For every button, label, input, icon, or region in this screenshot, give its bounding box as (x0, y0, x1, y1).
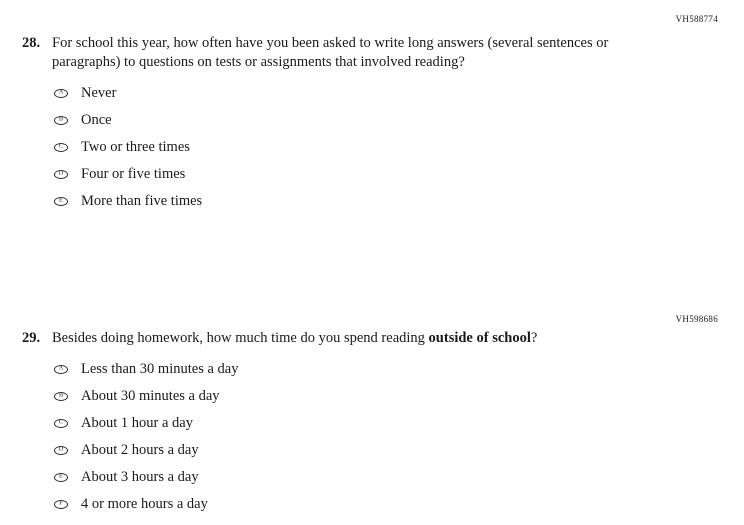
answer-bubble[interactable] (54, 197, 68, 206)
answer-bubble[interactable] (54, 116, 68, 125)
answer-option[interactable] (54, 165, 630, 183)
answer-bubble[interactable] (54, 89, 68, 98)
answer-bubble[interactable] (54, 170, 68, 179)
option-label: Four or five times (81, 166, 186, 182)
answer-bubble[interactable] (54, 446, 68, 455)
question-29 (22, 329, 537, 522)
option-label: About 30 minutes a day (81, 388, 220, 404)
question-text-prefix: Besides doing homework, how much time do you spend reading (52, 330, 429, 346)
question-text (52, 329, 537, 348)
answer-options (54, 360, 537, 513)
question-number: 29. (22, 330, 41, 346)
option-label: More than five times (81, 193, 203, 209)
answer-bubble[interactable] (54, 365, 68, 374)
answer-option[interactable] (54, 495, 537, 513)
answer-option[interactable] (54, 84, 630, 102)
bubble-letter: B (58, 115, 64, 123)
answer-option[interactable] (54, 414, 537, 432)
bubble-letter: A (58, 88, 64, 96)
option-label: About 2 hours a day (81, 442, 199, 458)
question-number: 28. (22, 35, 41, 51)
answer-option[interactable] (54, 441, 537, 459)
question-text-suffix: ? (530, 330, 538, 346)
option-label: About 1 hour a day (81, 415, 193, 431)
answer-bubble[interactable] (54, 143, 68, 152)
option-label: Less than 30 minutes a day (81, 361, 239, 377)
bubble-letter: F (59, 499, 63, 507)
bubble-letter: A (58, 364, 64, 372)
bubble-letter: E (59, 472, 63, 480)
answer-option[interactable] (54, 468, 537, 486)
answer-option[interactable] (54, 360, 537, 378)
question-28 (22, 34, 630, 219)
question-code: VH598686 (675, 314, 718, 324)
answer-option[interactable] (54, 111, 630, 129)
question-text: For school this year, how often have you been asked to write long answers (several sentences or paragraphs) to questions on tests or assignments that involved reading? (52, 35, 609, 70)
answer-bubble[interactable] (54, 500, 68, 509)
question-text-bold: outside of school (428, 330, 531, 346)
question-code: VH588774 (675, 14, 718, 24)
option-label: Once (81, 112, 112, 128)
option-label: 4 or more hours a day (81, 496, 208, 512)
answer-bubble[interactable] (54, 419, 68, 428)
answer-option[interactable] (54, 192, 630, 210)
bubble-letter: D (58, 169, 64, 177)
answer-bubble[interactable] (54, 392, 68, 401)
option-label: Two or three times (81, 139, 190, 155)
answer-option[interactable] (54, 138, 630, 156)
bubble-letter: C (58, 142, 64, 150)
bubble-letter: C (58, 418, 64, 426)
option-label: Never (81, 85, 117, 101)
option-label: About 3 hours a day (81, 469, 199, 485)
bubble-letter: B (58, 391, 64, 399)
bubble-letter: D (58, 445, 64, 453)
answer-option[interactable] (54, 387, 537, 405)
question-head (22, 329, 537, 348)
bubble-letter: E (59, 196, 63, 204)
question-head (22, 34, 630, 72)
answer-bubble[interactable] (54, 473, 68, 482)
answer-options (54, 84, 630, 210)
